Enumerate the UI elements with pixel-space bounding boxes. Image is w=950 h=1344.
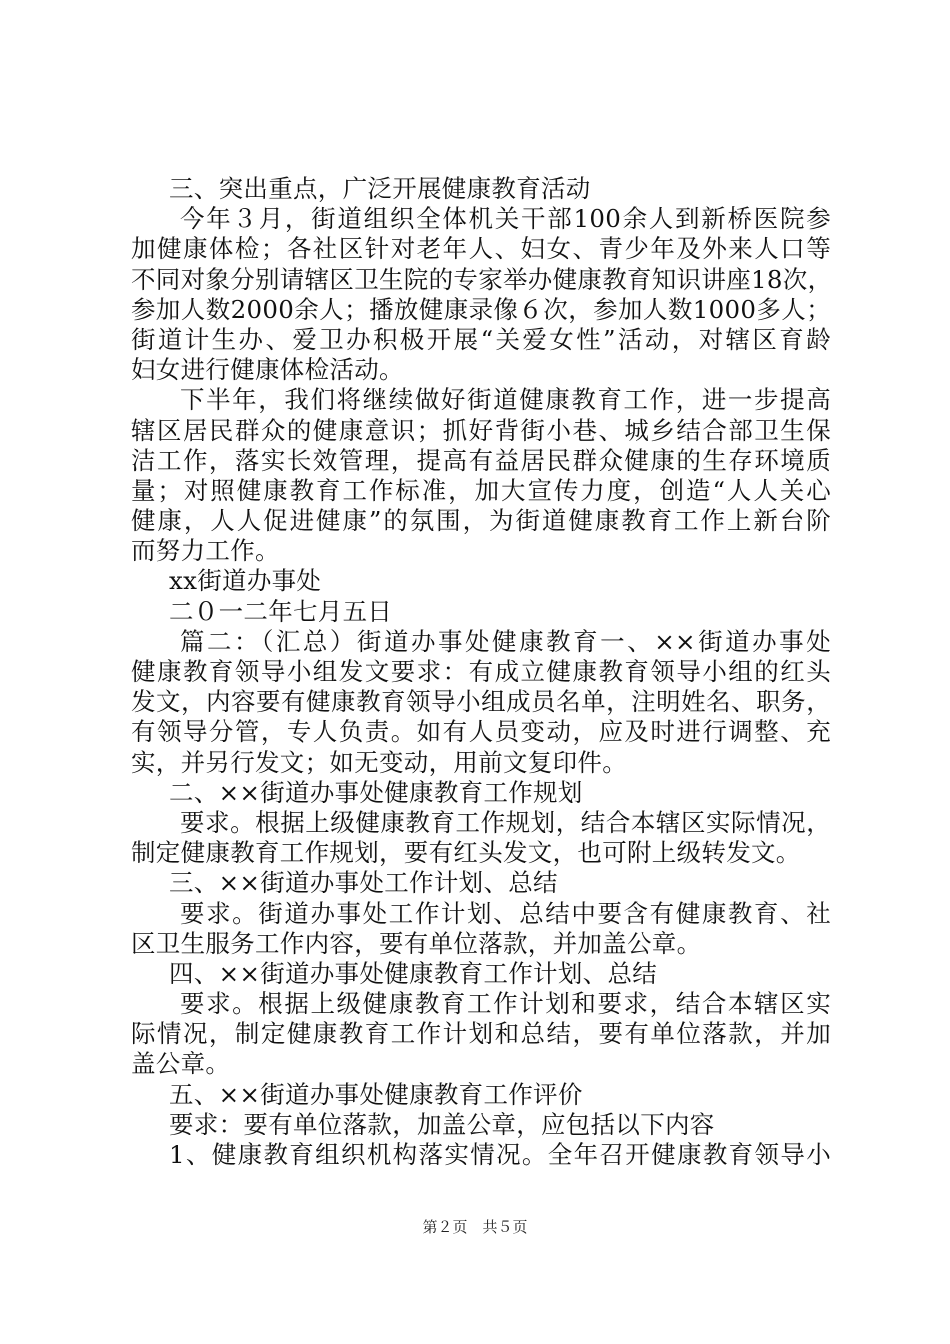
paragraph-line: 发文，内容要有健康教育领导小组成员名单，注明姓名、职务， <box>131 687 831 717</box>
paragraph-line: 辖区居民群众的健康意识；抓好背街小巷、城乡结合部卫生保 <box>131 415 831 445</box>
list-item: 1、健康教育组织机构落实情况。全年召开健康教育领导小 <box>169 1140 831 1169</box>
section-heading-5: 五、××街道办事处健康教育工作评价 <box>169 1079 583 1109</box>
section-heading-3: 三、突出重点，广泛开展健康教育活动 <box>169 174 591 203</box>
paragraph-line: 洁工作，落实长效管理，提高有益居民群众健康的生存环境质 <box>131 445 831 475</box>
section-heading-4: 四、××街道办事处健康教育工作计划、总结 <box>169 958 658 988</box>
paragraph-line: 盖公章。 <box>131 1049 231 1079</box>
signature-date: 二０一二年七月五日 <box>169 596 393 626</box>
paragraph-line: 街道计生办、爱卫办积极开展“关爱女性”活动，对辖区育龄 <box>131 324 831 354</box>
section-heading-3b: 三、××街道办事处工作计划、总结 <box>169 868 558 898</box>
paragraph-line: 健康，人人促进健康”的氛围，为街道健康教育工作上新台阶 <box>131 506 831 536</box>
document-body <box>131 174 831 1170</box>
paragraph-line: 有领导分管，专人负责。如有人员变动，应及时进行调整、充 <box>131 717 831 747</box>
paragraph-line: 实，并另行发文；如无变动，用前文复印件。 <box>131 747 627 777</box>
signature-office: xx街道办事处 <box>169 566 322 596</box>
paragraph-line: 下半年，我们将继续做好街道健康教育工作，进一步提高 <box>180 385 831 415</box>
paragraph-line: 区卫生服务工作内容，要有单位落款，并加盖公章。 <box>131 928 702 958</box>
paragraph-line: 今年３月，街道组织全体机关干部100余人到新桥医院参 <box>180 204 831 234</box>
paragraph-line: 而努力工作。 <box>131 536 280 566</box>
paragraph-line: 要求。根据上级健康教育工作计划和要求，结合本辖区实 <box>180 989 831 1019</box>
paragraph-line: 制定健康教育工作规划，要有红头发文，也可附上级转发文。 <box>131 838 801 868</box>
section-heading-2: 二、××街道办事处健康教育工作规划 <box>169 777 583 807</box>
paragraph-line: 要求。根据上级健康教育工作规划，结合本辖区实际情况， <box>180 807 831 837</box>
paragraph-line: 量；对照健康教育工作标准，加大宣传力度，创造“人人关心 <box>131 475 831 505</box>
paragraph-line: 要求：要有单位落款，加盖公章，应包括以下内容 <box>169 1109 715 1139</box>
paragraph-line: 妇女进行健康体检活动。 <box>131 355 404 385</box>
paragraph-line: 篇二：（汇总）街道办事处健康教育一、××街道办事处 <box>180 626 831 656</box>
paragraph-line: 参加人数2000余人；播放健康录像６次，参加人数1000多人； <box>131 294 831 324</box>
paragraph-line: 要求。街道办事处工作计划、总结中要含有健康教育、社 <box>180 898 831 928</box>
paragraph-line: 际情况，制定健康教育工作计划和总结，要有单位落款，并加 <box>131 1019 831 1049</box>
paragraph-line: 加健康体检；各社区针对老年人、妇女、青少年及外来人口等 <box>131 234 831 264</box>
paragraph-line: 不同对象分别请辖区卫生院的专家举办健康教育知识讲座18次， <box>131 264 833 294</box>
page-number-footer: 第２页 共５页 <box>422 1218 528 1236</box>
paragraph-line: 健康教育领导小组发文要求：有成立健康教育领导小组的红头 <box>131 657 831 686</box>
